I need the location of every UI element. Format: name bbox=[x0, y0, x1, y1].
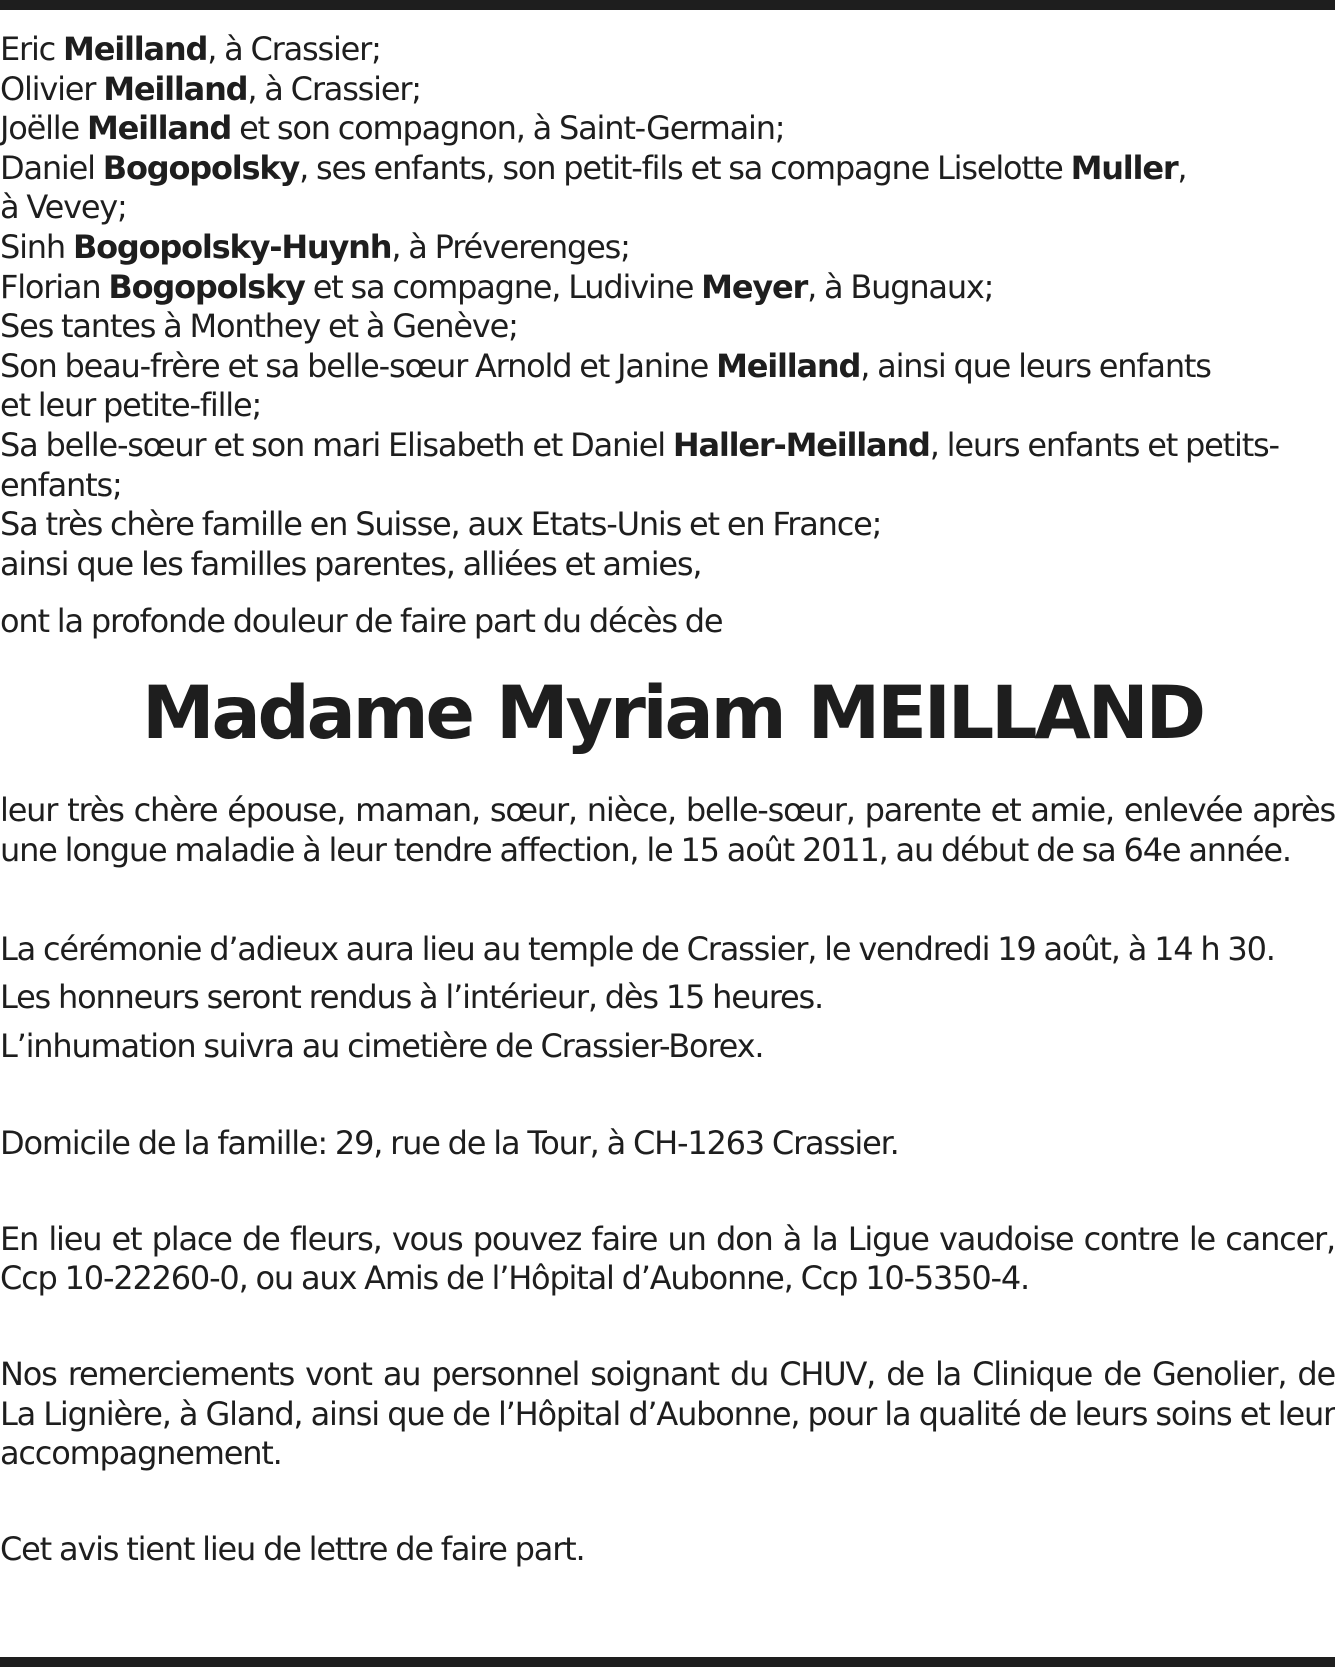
family-line-name: Meilland bbox=[716, 346, 861, 385]
family-line-text: , ses enfants, son petit-fils et sa compagne Liselotte bbox=[299, 148, 1071, 187]
family-line-text: Eric bbox=[0, 30, 64, 68]
bottom-rule bbox=[0, 1657, 1335, 1667]
family-line-text: à Vevey; bbox=[0, 188, 127, 227]
family-line bbox=[0, 228, 1335, 268]
family-line-text: Olivier bbox=[0, 69, 104, 108]
family-line-name: Bogopolsky bbox=[108, 267, 305, 306]
family-line bbox=[0, 109, 1335, 149]
family-line-text: , leurs enfants et petits- bbox=[929, 425, 1279, 464]
family-line-name: Meilland bbox=[63, 30, 208, 68]
donation-paragraph: En lieu et place de fleurs, vous pouvez faire un don à la Ligue vaudoise contre le cancer, Ccp 10-22260-0, ou aux Amis de l’Hôpital d’Aubonne, Ccp 10-5350-4. bbox=[0, 1219, 1335, 1298]
family-line bbox=[0, 505, 1335, 545]
family-line-name: Meilland bbox=[86, 109, 232, 148]
family-line-text: Sa belle-sœur et son mari Elisabeth et Daniel bbox=[0, 425, 673, 464]
ceremony-paragraph: La cérémonie d’adieux aura lieu au temple de Crassier, le vendredi 19 août, à 14 h 30. bbox=[0, 929, 1275, 968]
death-notice bbox=[0, 30, 1335, 1569]
family-line-name: Bogopolsky bbox=[102, 148, 300, 187]
family-line-text: et son compagnon, à Saint-Germain; bbox=[231, 109, 785, 148]
family-list bbox=[0, 30, 1335, 584]
family-line-text: et sa compagne, Ludivine bbox=[304, 267, 702, 306]
intro-paragraph: leur très chère épouse, maman, sœur, nièce, belle-sœur, parente et amie, enlevée après une longue maladie à leur tendre affection, le 15 août 2011, au début de sa 64e année. bbox=[0, 791, 1335, 869]
family-line-text: Joëlle bbox=[0, 109, 87, 148]
family-line-text: , à Préverenges; bbox=[391, 227, 630, 266]
family-line-text: ainsi que les familles parentes, alliées et amies, bbox=[0, 544, 702, 583]
family-line bbox=[0, 307, 1335, 347]
family-line bbox=[0, 386, 1335, 426]
family-line bbox=[0, 30, 1335, 70]
family-line bbox=[0, 149, 1335, 189]
family-line-name: Meyer bbox=[701, 267, 808, 306]
announcement-text: ont la profonde douleur de faire part du décès de bbox=[0, 602, 723, 641]
family-line bbox=[0, 426, 1335, 466]
family-line-text: , ainsi que leurs enfants bbox=[860, 346, 1211, 385]
family-line-text: Ses tantes à Monthey et à Genève; bbox=[0, 307, 518, 346]
thanks-paragraph: Nos remerciements vont au personnel soignant du CHUV, de la Clinique de Genolier, de La Lignière, à Gland, ainsi que de l’Hôpital d’Aubonne, pour la qualité de leurs soins et leur accompagnement. bbox=[0, 1355, 1335, 1473]
family-line bbox=[0, 268, 1335, 308]
top-rule bbox=[0, 0, 1335, 10]
burial-paragraph: L’inhumation suivra au cimetière de Crassier-Borex. bbox=[0, 1026, 764, 1065]
family-line bbox=[0, 466, 1335, 506]
family-line bbox=[0, 347, 1335, 387]
family-line-text: Daniel bbox=[0, 148, 103, 187]
domicile-paragraph: Domicile de la famille: 29, rue de la Tour, à CH-1263 Crassier. bbox=[0, 1124, 899, 1163]
family-line bbox=[0, 70, 1335, 110]
family-line-name: Muller bbox=[1070, 148, 1178, 187]
family-line-text: enfants; bbox=[0, 465, 122, 504]
family-line-name: Haller-Meilland bbox=[672, 425, 930, 464]
family-line bbox=[0, 545, 1335, 585]
family-line-text: , à Crassier; bbox=[207, 30, 381, 68]
family-line-text: , à Bugnaux; bbox=[807, 267, 994, 306]
family-line bbox=[0, 188, 1335, 228]
closing-paragraph: Cet avis tient lieu de lettre de faire part. bbox=[0, 1529, 585, 1568]
family-line-text: Son beau-frère et sa belle-sœur Arnold et Janine bbox=[0, 346, 717, 385]
family-line-text: , à Crassier; bbox=[247, 69, 421, 108]
family-line-text: Sinh bbox=[0, 227, 73, 266]
family-line-text: Sa très chère famille en Suisse, aux Etats-Unis et en France; bbox=[0, 505, 882, 544]
family-line-text: et leur petite-fille; bbox=[0, 386, 262, 425]
family-line-name: Meilland bbox=[103, 69, 248, 108]
deceased-name: Madame Myriam MEILLAND bbox=[142, 671, 1203, 757]
family-line-name: Bogopolsky-Huynh bbox=[72, 227, 392, 266]
family-line-text: , bbox=[1177, 148, 1187, 187]
honours-paragraph: Les honneurs seront rendus à l’intérieur, dès 15 heures. bbox=[0, 978, 823, 1017]
family-line-text: Florian bbox=[0, 267, 109, 306]
